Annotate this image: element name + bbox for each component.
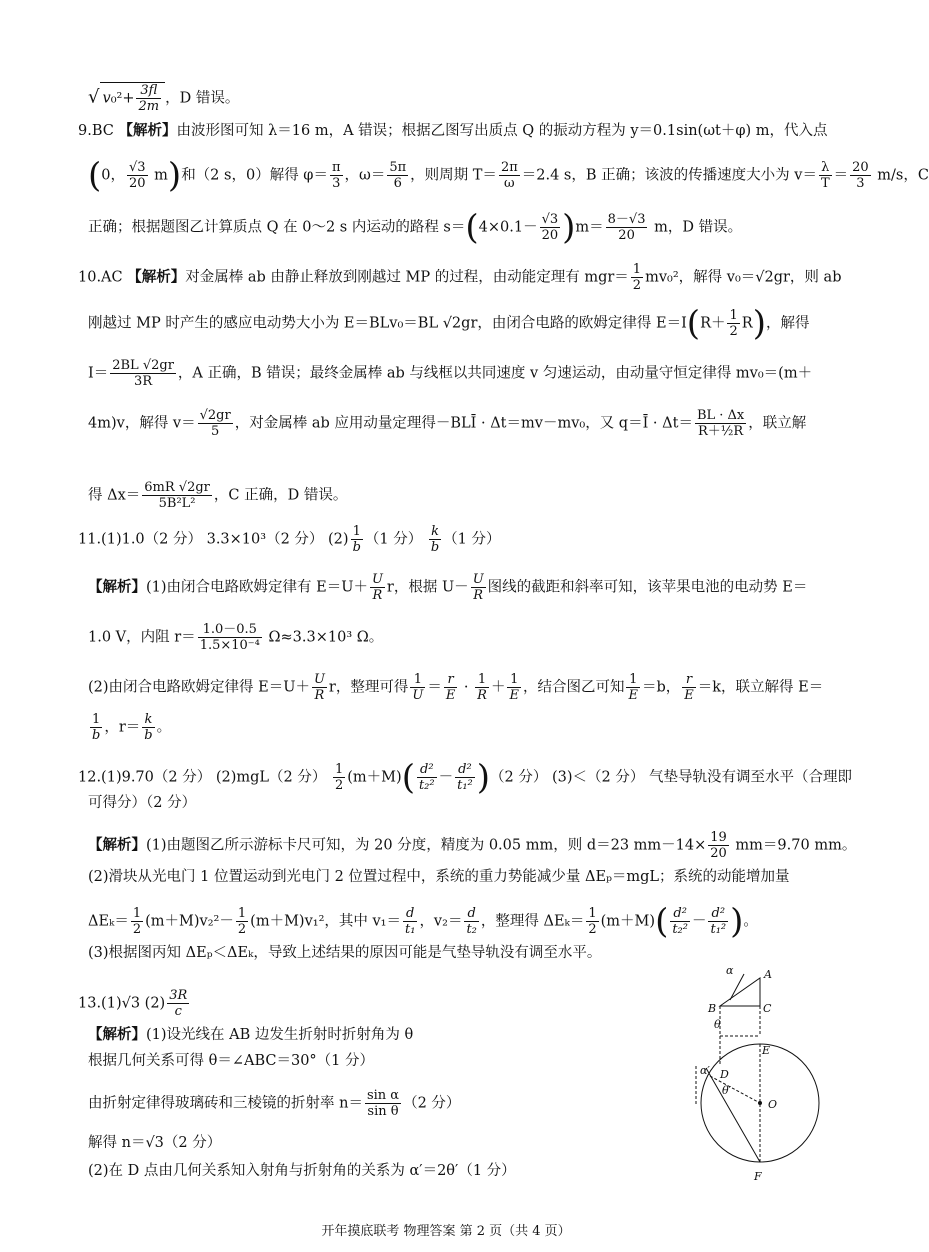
label-E: E bbox=[762, 1044, 771, 1057]
q13-line-4: 由折射定律得玻璃砖和三棱镜的折射率 n＝ $\frac{\text{sin α}}{\text{sin θ}}$ （2 分） bbox=[88, 1088, 461, 1119]
label-theta: θ bbox=[714, 1018, 721, 1031]
q12-line-3: 【解析】(1)由题图乙所示游标卡尺可知，为 20 分度，精度为 0.05 mm，则 d＝23 mm－14× $\frac{19}{20}$ mm＝9.70 mm。 bbox=[88, 830, 857, 861]
q12-line-6: (3)根据图丙知 ΔEₚ＜ΔEₖ，导致上述结果的原因可能是气垫导轨没有调至水平。 bbox=[88, 945, 602, 961]
q10-line-4: 4m)v，解得 v＝ $\frac{√2gr}{5}$ ，对金属棒 ab 应用动量定理得－BLĪ · Δt＝mv－mv₀，又 q＝Ī · Δt＝ $\frac{BL \cdot \Delta x}{\text{R＋½R}}$ ，联立解 bbox=[88, 408, 807, 439]
incident-ray bbox=[730, 974, 744, 1000]
q10-line-1: 10.AC 【解析】对金属棒 ab 由静止释放到刚越过 MP 的过程，由动能定理有 mgr＝ $\frac{1}{2}$ mv₀²，解得 v₀＝√2gr，则 ab bbox=[78, 262, 842, 293]
q13-line-5: 解得 n＝√3（2 分） bbox=[88, 1135, 222, 1151]
label-alpha-prime: α′ bbox=[700, 1064, 710, 1077]
q10-line-5: 得 Δx＝ $\frac{6mR √2gr}{\text{5B²L²}}$ ，C 正确，D 错误。 bbox=[88, 480, 348, 511]
q13-line-6: (2)在 D 点由几何关系知入射角与折射角的关系为 α′＝2θ′（1 分） bbox=[88, 1163, 516, 1179]
q10-line-2: 刚越过 MP 时产生的感应电动势大小为 E＝BLv₀＝BL √2gr，由闭合电路的欧姆定律得 E＝I(R＋ $\frac{1}{2}$ R)，解得 bbox=[88, 303, 810, 344]
label-B: B bbox=[708, 1002, 717, 1015]
label-theta-prime: θ′ bbox=[722, 1084, 732, 1097]
label-O: O bbox=[768, 1098, 778, 1111]
label-D: D bbox=[720, 1068, 729, 1081]
q9-line-3: 正确；根据题图乙计算质点 Q 在 0～2 s 内运动的路程 s＝(4×0.1－ $\frac{√3}{20}$ )m＝ $\frac{8-√3}{20}$ m，D 错误。 bbox=[88, 207, 743, 248]
q11-line-3: 1.0 V，内阻 r＝ $\frac{1.0-0.5}{\text{1.5×10⁻⁴}}$ Ω≈3.3×10³ Ω。 bbox=[88, 622, 384, 653]
q11-line-2: 【解析】(1)由闭合电路欧姆定律有 E＝U＋ $\frac{U}{R}$ r，根据 U－ $\frac{U}{R}$ 图线的截距和斜率可知，该苹果电池的电动势 E＝ bbox=[88, 572, 808, 603]
q11-line-5: $\frac{1}{b}$ ，r＝ $\frac{k}{b}$ 。 bbox=[92, 712, 172, 743]
q13-line-3: 根据几何关系可得 θ＝∠ABC＝30°（1 分） bbox=[88, 1053, 375, 1069]
q12-line-5: ΔEₖ＝ $\frac{1}{2}$ (m＋M)v₂²－ $\frac{1}{2}$ (m＋M)v₁²，其中 v₁＝ $\frac{d}{\text{t₁}}$ ，v₂＝ $\frac{d}{\text{t₂}}$ ，整理得 ΔEₖ＝ $\frac{1}{2}$ (m＋M)( $\frac{\text{d²}}{\text{t₂²}}$ － $\frac{\text{d²}}{\text{t₁²}}$ )。 bbox=[88, 901, 758, 942]
q10-line-3: I＝ $\frac{2BL √2gr}{3R}$ ，A 正确，B 错误；最终金属棒 ab 与线框以共同速度 v 匀速运动，由动量守恒定律得 mv₀＝(m＋ bbox=[88, 358, 813, 389]
q11-line-1: 11.(1)1.0（2 分） 3.3×10³（2 分） (2) $\frac{1}{b}$ （1 分） $\frac{k}{b}$ （1 分） bbox=[78, 524, 501, 555]
page-footer: 开年摸底联考 物理答案 第 2 页（共 4 页） bbox=[321, 1224, 571, 1239]
q12-line-2: 可得分）（2 分） bbox=[88, 795, 197, 811]
line-1: √ v₀²+ $\frac{3fl}{2m}$ ，D 错误。 bbox=[88, 83, 240, 114]
q11-line-4: (2)由闭合电路欧姆定律得 E＝U＋ $\frac{U}{R}$ r，整理可得 $\frac{1}{U}$ ＝ $\frac{r}{E}$ · $\frac{1}{R}$ ＋ $\frac{1}{E}$ ，结合图乙可知 $\frac{1}{E}$ ＝b， $\frac{r}{E}$ ＝k，联立解得 E＝ bbox=[88, 672, 824, 703]
label-F: F bbox=[754, 1170, 762, 1183]
label-A: A bbox=[764, 968, 772, 981]
q12-line-1: 12.(1)9.70（2 分） (2)mgL（2 分） $\frac{1}{2}$ (m＋M)( $\frac{\text{d²}}{\text{t₂²}}$ － $\frac{\text{d²}}{\text{t₁²}}$ )（2 分） (3)＜（2 分） 气垫导轨没有调至水平（合理即 bbox=[78, 757, 852, 798]
q13-line-1: 13.(1)√3 (2) $\frac{3R}{c}$ bbox=[78, 988, 188, 1019]
refracted-ray bbox=[706, 1068, 760, 1162]
optics-figure bbox=[682, 966, 832, 1186]
q9-line-2: (0， $\frac{√3}{20}$ m)和（2 s，0）解得 φ＝ $\frac{\pi}{3}$ ，ω＝ $\frac{5\pi}{6}$ ，则周期 T＝ $\frac{2\pi}{\omega}$ ＝2.4 s，B 正确；该波的传播速度大小为 v＝ $\frac{\lambda}{T}$ ＝ $\frac{20}{3}$ m/s，C bbox=[88, 155, 929, 196]
q12-line-4: (2)滑块从光电门 1 位置运动到光电门 2 位置过程中，系统的重力势能减少量 ΔEₚ＝mgL；系统的动能增加量 bbox=[88, 869, 790, 885]
q13-line-2: 【解析】(1)设光线在 AB 边发生折射时折射角为 θ bbox=[88, 1026, 414, 1043]
q9-line-1: 9.BC 【解析】由波形图可知 λ＝16 m，A 错误；根据乙图写出质点 Q 的振动方程为 y＝0.1sin(ωt＋φ) m，代入点 bbox=[78, 122, 828, 139]
label-C: C bbox=[763, 1002, 772, 1015]
label-alpha: α bbox=[726, 964, 734, 977]
